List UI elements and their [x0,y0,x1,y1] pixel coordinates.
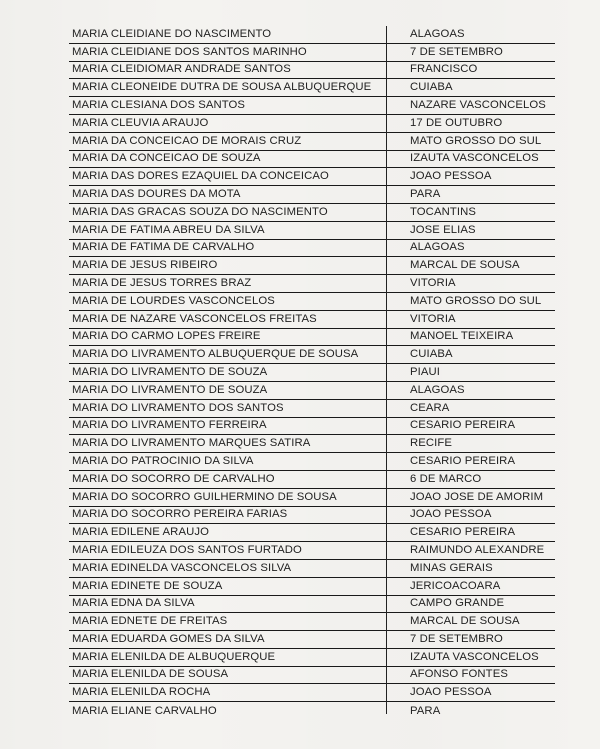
city-cell: JOAO JOSE DE AMORIM [410,490,544,503]
table-row [69,435,555,453]
city-cell: PIAUI [410,365,441,378]
table-row [69,560,555,578]
table-row [69,240,555,258]
city-cell: MATO GROSSO DO SUL [410,294,542,307]
table-row [69,329,555,347]
table-row [69,684,555,702]
table-row [69,382,555,400]
name-cell: MARIA DO LIVRAMENTO FERREIRA [72,419,267,432]
name-cell: MARIA DAS GRACAS SOUZA DO NASCIMENTO [72,205,328,218]
city-cell: 6 DE MARCO [410,472,482,485]
city-cell: 17 DE OUTUBRO [410,116,503,129]
city-cell: CEARA [410,401,450,414]
table-row [69,702,555,720]
name-cell: MARIA CLEUVIA ARAUJO [72,116,209,129]
table-row [69,400,555,418]
table-row [69,346,555,364]
city-cell: RECIFE [410,437,453,450]
name-cell: MARIA DO SOCORRO GUILHERMINO DE SOUSA [72,490,337,503]
name-cell: MARIA EDINELDA VASCONCELOS SILVA [72,561,292,574]
name-cell: MARIA DE JESUS TORRES BRAZ [72,276,252,289]
table-row [69,222,555,240]
name-cell: MARIA ELENILDA DE SOUSA [72,668,229,681]
city-cell: VITORIA [410,312,456,325]
name-cell: MARIA EDINETE DE SOUZA [72,579,223,592]
table-row [69,97,555,115]
name-cell: MARIA ELENILDA ROCHA [72,686,211,699]
city-cell: PARA [410,705,441,718]
name-cell: MARIA CLEIDIOMAR ANDRADE SANTOS [72,63,291,76]
table-row [69,79,555,97]
city-cell: ALAGOAS [410,27,465,40]
name-cell: MARIA DA CONCEICAO DE SOUZA [72,152,261,165]
city-cell: VITORIA [410,276,456,289]
name-cell: MARIA CLESIANA DOS SANTOS [72,98,246,111]
table-row [69,631,555,649]
name-cell: MARIA DO LIVRAMENTO DE SOUZA [72,383,268,396]
city-cell: 7 DE SETEMBRO [410,632,503,645]
column-divider [386,26,387,714]
table-row [69,507,555,525]
table-row [69,115,555,133]
city-cell: IZAUTA VASCONCELOS [410,650,539,663]
name-cell: MARIA DAS DOURES DA MOTA [72,187,241,200]
city-cell: JOAO PESSOA [410,170,492,183]
city-cell: CESARIO PEREIRA [410,454,516,467]
table-row [69,168,555,186]
city-cell: CUIABA [410,81,453,94]
city-cell: MANOEL TEIXEIRA [410,330,514,343]
table-row [69,613,555,631]
table-row [69,524,555,542]
name-cell: MARIA DO LIVRAMENTO ALBUQUERQUE DE SOUSA [72,348,359,361]
city-cell: TOCANTINS [410,205,476,218]
city-cell: CUIABA [410,348,453,361]
table-row [69,62,555,80]
name-cell: MARIA DO SOCORRO PEREIRA FARIAS [72,508,288,521]
name-cell: MARIA ELENILDA DE ALBUQUERQUE [72,650,276,663]
city-cell: CESARIO PEREIRA [410,526,516,539]
name-cell: MARIA DAS DORES EZAQUIEL DA CONCEICAO [72,170,329,183]
table-row [69,257,555,275]
name-cell: MARIA CLEIDIANE DOS SANTOS MARINHO [72,45,307,58]
table-row [69,649,555,667]
name-cell: MARIA DO LIVRAMENTO DOS SANTOS [72,401,284,414]
city-cell: CESARIO PEREIRA [410,419,516,432]
table-row [69,364,555,382]
table-row [69,186,555,204]
table-row [69,44,555,62]
table-row [69,667,555,685]
city-cell: AFONSO FONTES [410,668,508,681]
name-cell: MARIA DO LIVRAMENTO DE SOUZA [72,365,268,378]
name-cell: MARIA EDNA DA SILVA [72,597,195,610]
city-cell: JERICOACOARA [410,579,501,592]
name-cell: MARIA EDILEUZA DOS SANTOS FURTADO [72,543,302,556]
table-row [69,26,555,44]
city-cell: FRANCISCO [410,63,478,76]
name-cell: MARIA DE LOURDES VASCONCELOS [72,294,275,307]
city-cell: MINAS GERAIS [410,561,493,574]
table-row [69,489,555,507]
names-table [69,26,555,720]
city-cell: PARA [410,187,441,200]
name-cell: MARIA DO PATROCINIO DA SILVA [72,454,254,467]
city-cell: RAIMUNDO ALEXANDRE [410,543,545,556]
table-row [69,453,555,471]
name-cell: MARIA DO LIVRAMENTO MARQUES SATIRA [72,437,311,450]
name-cell: MARIA DO SOCORRO DE CARVALHO [72,472,275,485]
city-cell: JOAO PESSOA [410,686,492,699]
table-row [69,311,555,329]
city-cell: JOSE ELIAS [410,223,476,236]
name-cell: MARIA DE FATIMA ABREU DA SILVA [72,223,265,236]
name-cell: MARIA DO CARMO LOPES FREIRE [72,330,261,343]
name-cell: MARIA EDUARDA GOMES DA SILVA [72,632,265,645]
name-cell: MARIA DE NAZARE VASCONCELOS FREITAS [72,312,317,325]
name-cell: MARIA DE FATIMA DE CARVALHO [72,241,255,254]
name-cell: MARIA DE JESUS RIBEIRO [72,259,218,272]
table-row [69,293,555,311]
city-cell: JOAO PESSOA [410,508,492,521]
name-cell: MARIA EDILENE ARAUJO [72,526,209,539]
city-cell: ALAGOAS [410,383,465,396]
table-row [69,133,555,151]
city-cell: IZAUTA VASCONCELOS [410,152,539,165]
city-cell: ALAGOAS [410,241,465,254]
name-cell: MARIA ELIANE CARVALHO [72,705,217,718]
table-row [69,471,555,489]
table-row [69,204,555,222]
table-row [69,596,555,614]
city-cell: MATO GROSSO DO SUL [410,134,542,147]
city-cell: NAZARE VASCONCELOS [410,98,546,111]
name-cell: MARIA DA CONCEICAO DE MORAIS CRUZ [72,134,302,147]
city-cell: CAMPO GRANDE [410,597,505,610]
city-cell: 7 DE SETEMBRO [410,45,503,58]
name-cell: MARIA CLEIDIANE DO NASCIMENTO [72,27,272,40]
name-cell: MARIA EDNETE DE FREITAS [72,615,228,628]
table-row [69,418,555,436]
name-cell: MARIA CLEONEIDE DUTRA DE SOUSA ALBUQUERQUE [72,81,372,94]
table-row [69,578,555,596]
city-cell: MARCAL DE SOUSA [410,615,520,628]
table-row [69,542,555,560]
city-cell: MARCAL DE SOUSA [410,259,520,272]
table-row [69,275,555,293]
table-row [69,151,555,169]
